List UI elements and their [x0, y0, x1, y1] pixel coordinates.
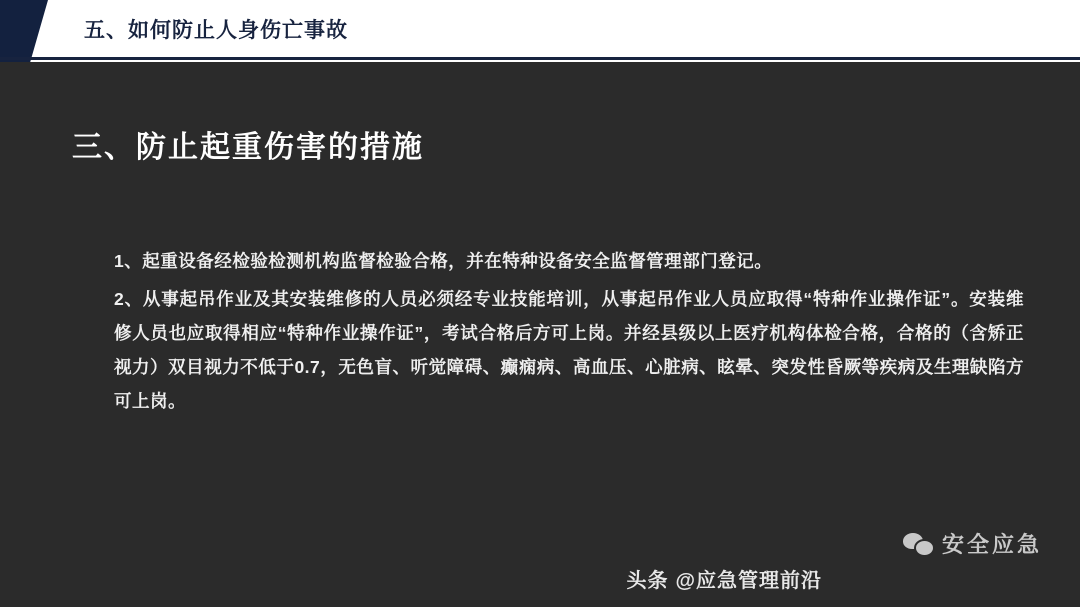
header-accent-shape: [0, 0, 48, 62]
content-block: [114, 244, 1024, 422]
header-title: 五、如何防止人身伤亡事故: [84, 19, 348, 42]
wechat-watermark-label: 安全应急: [941, 532, 1042, 557]
slide-header: [0, 0, 1080, 62]
header-rule-left: [0, 57, 68, 60]
wechat-watermark: [903, 528, 1042, 559]
slide-body: [0, 62, 1080, 607]
toutiao-logo-label: 头条: [626, 570, 669, 592]
section-title: 三、防止起重伤害的措施: [72, 131, 424, 164]
toutiao-watermark: [626, 564, 822, 593]
content-paragraph: 1、起重设备经检验检测机构监督检验合格，并在特种设备安全监督管理部门登记。: [114, 251, 773, 271]
header-rule: [68, 57, 1080, 60]
toutiao-handle-label: @应急管理前沿: [675, 570, 822, 592]
content-paragraph: 2、从事起吊作业及其安装维修的人员必须经专业技能培训，从事起吊作业人员应取得“特种作业操作证”。安装维修人员也应取得相应“特种作业操作证”，考试合格后方可上岗。并经县级以上医疗机构体检合格，合格的（含矫正视力）双目视力不低于0.7，无色盲、听觉障碍、癫痫病、高血压、心脏病、眩晕、突发性昏厥等疾病及生理缺陷方可上岗。: [114, 289, 1024, 411]
wechat-icon: [903, 531, 933, 557]
